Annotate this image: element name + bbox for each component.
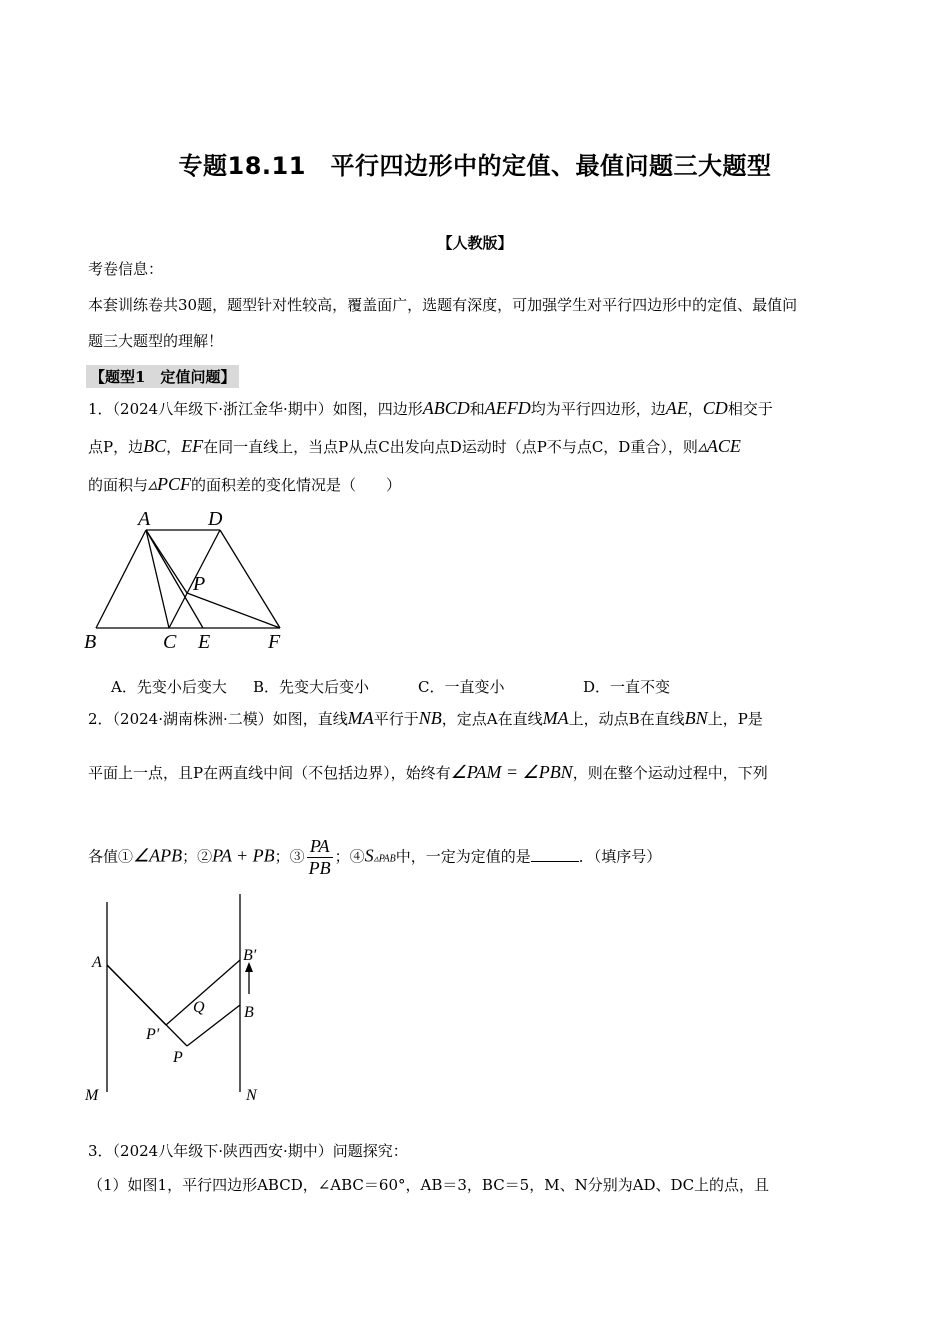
q1-line-3: 的面积与▵PCF的面积差的变化情况是（ ） [88, 474, 402, 494]
q2-label-m: M [85, 1087, 99, 1104]
q1-label-a: A [138, 508, 151, 530]
q2-answer-blank[interactable] [531, 847, 579, 862]
q2-line-3: 各值①∠APB；②PA + PB；③ $\frac{PA}{PB}$ ；④S▵PAB中，一定为定值的是 ．（填序号） [88, 836, 662, 878]
q2-label-p: P [173, 1049, 183, 1066]
q1-option-d[interactable]: D．一直不变 [583, 678, 671, 696]
q1-option-c[interactable]: C．一直变小 [418, 678, 505, 696]
edition-label: 【人教版】 [437, 234, 513, 252]
q2-label-n: N [246, 1087, 257, 1104]
q2-label-p-prime: P′ [146, 1026, 160, 1043]
q2-fraction: $\frac{PA}{PB}$ [308, 836, 331, 878]
q1-label-f: F [268, 631, 281, 653]
q1-label-b: B [84, 631, 97, 653]
q1-line-1: 1．（2024八年级下·浙江金华·期中）如图，四边形ABCD和AEFD均为平行四边形，边AE，CD相交于 [88, 398, 773, 418]
page-title: 专题18.11 平行四边形中的定值、最值问题三大题型 [178, 152, 772, 180]
q1-label-d: D [208, 508, 223, 530]
exam-info-label: 考卷信息： [88, 260, 164, 278]
q1-label-e: E [198, 631, 211, 653]
q1-figure [80, 505, 300, 655]
q1-label-c: C [163, 631, 177, 653]
intro-text-line-1: 本套训练卷共30题，题型针对性较高，覆盖面广，选题有深度，可加强学生对平行四边形中的定值、最值问 [88, 296, 798, 314]
q2-line-2: 平面上一点，且P在两直线中间（不包括边界），始终有∠PAM = ∠PBN，则在整个运动过程中，下列 [88, 762, 768, 782]
section-heading-type-1: 【题型1 定值问题】 [86, 365, 239, 388]
q2-label-a: A [92, 954, 102, 971]
q1-line-2: 点P，边BC，EF在同一直线上，当点P从点C出发向点D运动时（点P不与点C，D重合），则▵ACE [88, 436, 741, 456]
q2-label-b: B [244, 1004, 254, 1021]
q3-line-1: 3．（2024八年级下·陕西西安·期中）问题探究： [88, 1142, 408, 1160]
q1-option-a[interactable]: A．先变小后变大 [111, 678, 227, 696]
q2-label-b-prime: B′ [243, 947, 257, 964]
q2-figure [80, 892, 280, 1107]
q2-label-q: Q [193, 999, 205, 1016]
q3-line-2: （1）如图1，平行四边形ABCD，∠ABC＝60°，AB＝3，BC＝5，M、N分别为AD、DC上的点，且 [88, 1176, 770, 1194]
q1-label-p: P [193, 573, 206, 595]
q1-option-b[interactable]: B．先变大后变小 [253, 678, 370, 696]
q2-line-1: 2．（2024·湖南株洲·二模）如图，直线MA平行于NB，定点A在直线MA上，动点B在直线BN上，P是 [88, 708, 763, 728]
intro-text-line-2: 题三大题型的理解！ [88, 332, 224, 350]
